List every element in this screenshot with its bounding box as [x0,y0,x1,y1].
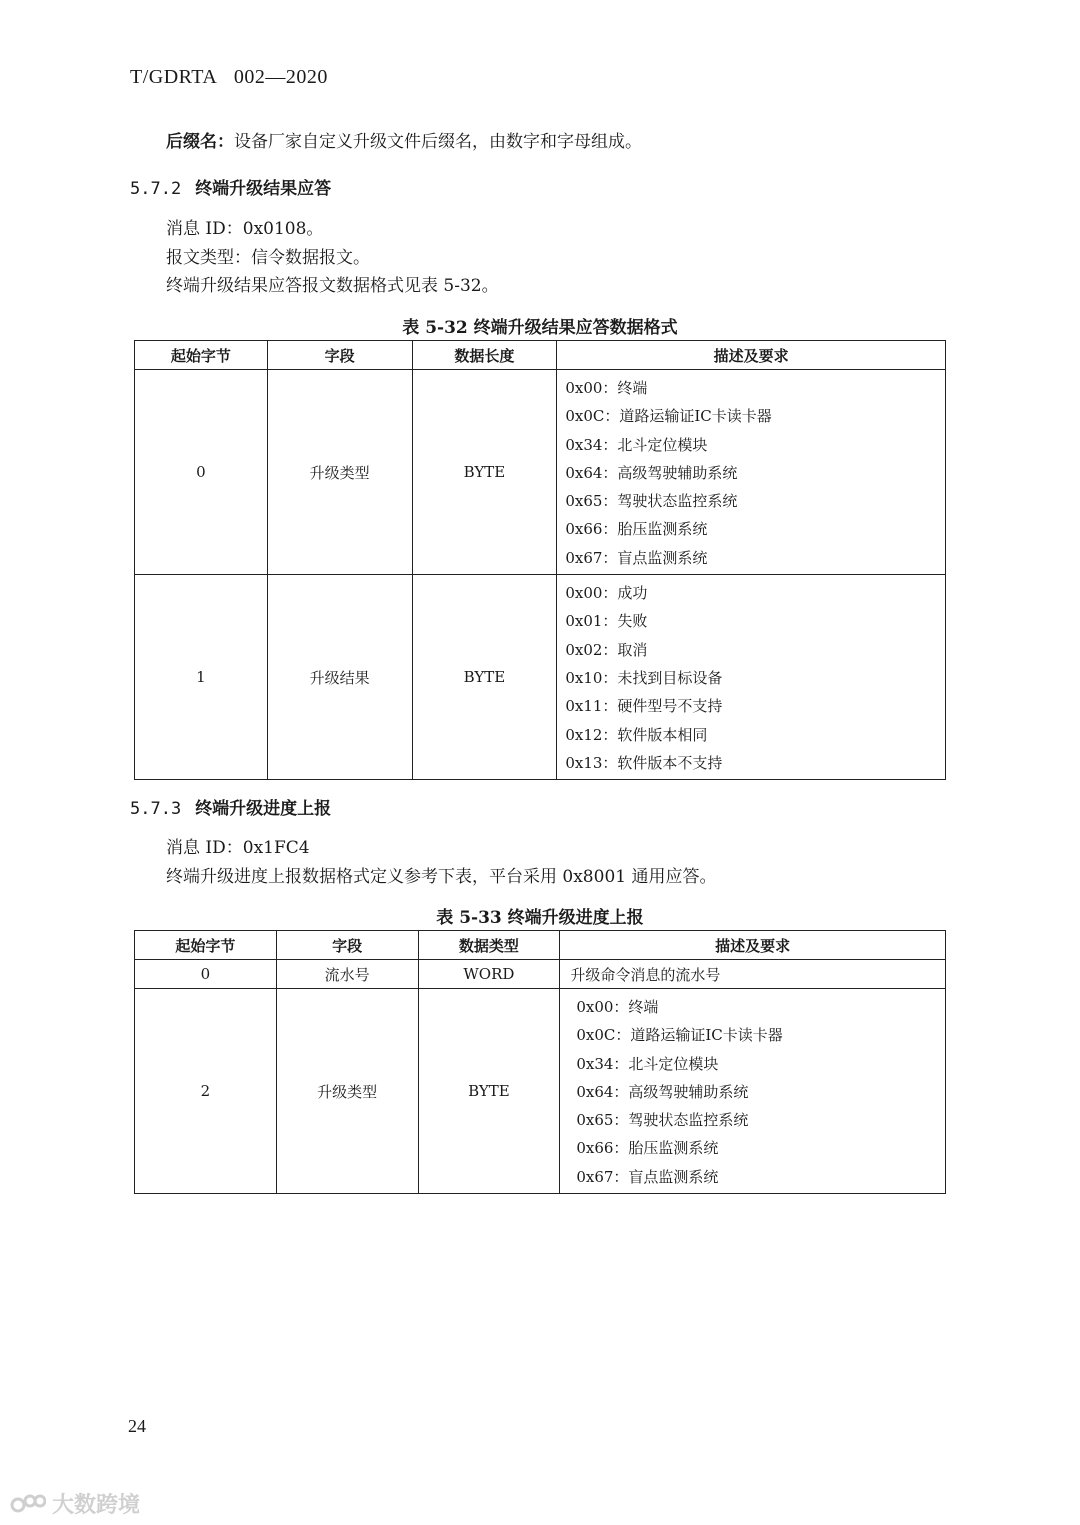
suffix-label: 后缀名： [166,132,234,152]
data-table-5-33 [134,930,946,1194]
section-title: 终端升级进度上报 [195,799,332,819]
length-cell: BYTE [418,989,560,1194]
column-header: 字段 [267,341,412,370]
description-item: 0x0C：道路运输证IC卡读卡器 [565,407,772,426]
description-item: 0x00：终端 [576,998,659,1016]
suffix-paragraph [166,130,642,154]
watermark-logo-icon [10,1491,46,1517]
section-heading-573 [130,794,331,819]
description-item: 0x00：终端 [565,379,648,397]
column-header: 描述及要求 [560,931,946,960]
suffix-text: 设备厂家自定义升级文件后缀名，由数字和字母组成。 [234,132,642,152]
field-cell: 流水号 [276,960,418,989]
description-item: 0x11：硬件型号不支持 [565,697,723,716]
watermark-text: 大数跨境 [52,1493,141,1518]
description-item: 0x02：取消 [565,640,648,659]
description-cell [560,989,946,1194]
message-id-line: 消息 ID：0x1FC4 [166,838,310,858]
watermark [10,1488,140,1519]
start-byte-cell: 1 [135,575,268,780]
table-header-row [135,341,946,370]
description-item: 0x64：高级驾驶辅助系统 [576,1082,749,1101]
start-byte-cell: 0 [135,960,277,989]
description-item: 0x01：失败 [565,612,648,631]
description-cell: 升级命令消息的流水号 [560,960,946,989]
description-item: 0x34：北斗定位模块 [565,435,708,454]
section-572-body [166,215,499,301]
section-573-body [166,834,716,891]
format-ref-line: 终端升级结果应答报文数据格式见表 5-32。 [166,276,499,296]
description-item: 0x0C：道路运输证IC卡读卡器 [576,1026,783,1045]
message-type-line: 报文类型：信令数据报文。 [166,247,370,268]
data-table-5-32 [134,340,946,780]
length-cell: WORD [418,960,560,989]
table-row [135,575,946,780]
description-item: 0x65：驾驶状态监控系统 [576,1111,749,1130]
description-item: 0x12：软件版本相同 [565,725,708,744]
field-cell: 升级结果 [267,575,412,780]
description-cell [557,370,946,575]
section-number: 5.7.3 [130,799,182,819]
description-item: 0x64：高级驾驶辅助系统 [565,463,738,482]
description-item: 0x66：胎压监测系统 [565,520,708,539]
column-header: 数据长度 [412,341,557,370]
column-header: 字段 [276,931,418,960]
column-header: 起始字节 [135,931,277,960]
message-id-line: 消息 ID：0x0108。 [166,219,324,239]
table-caption: 表 5-32 终端升级结果应答数据格式 [402,318,678,338]
page-number: 24 [128,1416,146,1436]
description-item: 0x34：北斗定位模块 [576,1054,719,1073]
column-header: 描述及要求 [557,341,946,370]
length-cell: BYTE [412,575,557,780]
description-item: 0x67：盲点监测系统 [576,1167,719,1186]
document-header: T/GDRTA 002—2020 [130,66,328,88]
field-cell: 升级类型 [276,989,418,1194]
section-title: 终端升级结果应答 [195,179,332,199]
table-caption: 表 5-33 终端升级进度上报 [436,908,644,928]
start-byte-cell: 0 [135,370,268,575]
description-item: 0x66：胎压监测系统 [576,1139,719,1158]
format-ref-line: 终端升级进度上报数据格式定义参考下表，平台采用 0x8001 通用应答。 [166,866,717,887]
start-byte-cell: 2 [135,989,277,1194]
description-item: 0x00：成功 [565,584,648,603]
description-cell [557,575,946,780]
section-heading-572 [130,174,331,199]
description-item: 0x10：未找到目标设备 [565,668,723,687]
description-item: 0x67：盲点监测系统 [565,548,708,567]
table-row [135,370,946,575]
field-cell: 升级类型 [267,370,412,575]
length-cell: BYTE [412,370,557,575]
table-row [135,989,946,1194]
section-number: 5.7.2 [130,179,182,199]
table-header-row [135,931,946,960]
description-item: 0x65：驾驶状态监控系统 [565,492,738,511]
column-header: 数据类型 [418,931,560,960]
table-row [135,960,946,989]
column-header: 起始字节 [135,341,268,370]
description-item: 0x13：软件版本不支持 [565,753,723,772]
